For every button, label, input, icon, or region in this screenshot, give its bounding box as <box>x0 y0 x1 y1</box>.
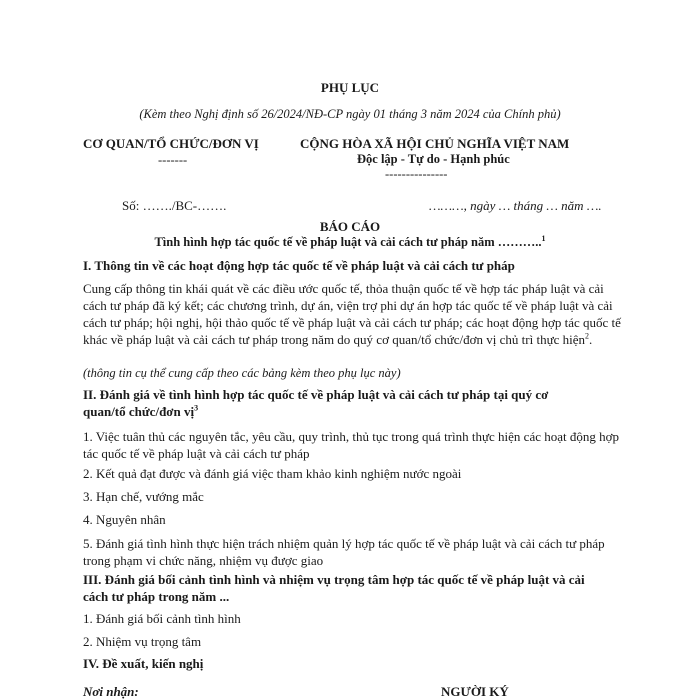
appendix-title: PHỤ LỤC <box>320 80 380 95</box>
section-1-heading: I. Thông tin về các hoạt động hợp tác quốc tế về pháp luật và cải cách tư pháp <box>83 258 515 273</box>
recipients-label: Nơi nhận: <box>83 684 139 699</box>
section-2-item-2: 2. Kết quả đạt được và đánh giá việc tham khảo kinh nghiệm nước ngoài <box>83 466 462 481</box>
section-3-item-2: 2. Nhiệm vụ trọng tâm <box>83 634 202 649</box>
section-3-item-1: 1. Đánh giá bối cảnh tình hình <box>83 611 241 626</box>
agency-rule: ------- <box>158 153 188 167</box>
section-2-item-1: 1. Việc tuân thủ các nguyên tắc, yêu cầu, quy trình, thủ tục trong quá trình thực hiện các hoạt động hợp tác quốc tế về pháp luật và cải cách tư pháp <box>83 429 619 461</box>
section-1-note: (thông tin cụ thể cung cấp theo các bảng kèm theo phụ lục này) <box>83 366 401 380</box>
section-2-heading-line2: quan/tổ chức/đơn vị$^3$ <box>83 403 199 419</box>
section-4-heading: IV. Đề xuất, kiến nghị <box>83 656 204 671</box>
section-2-item-4: 4. Nguyên nhân <box>83 512 166 527</box>
section-3-heading-line1: III. Đánh giá bối cảnh tình hình và nhiệm vụ trọng tâm hợp tác quốc tế về pháp luật và cải <box>83 572 585 587</box>
motto-rule: --------------- <box>385 167 448 181</box>
report-subject: Tình hình hợp tác quốc tế về pháp luật và cải cách tư pháp năm ………..$^1$ <box>154 233 546 249</box>
report-title: BÁO CÁO <box>319 219 381 234</box>
appendix-subtitle: (Kèm theo Nghị định số 26/2024/NĐ-CP ngày 01 tháng 3 năm 2024 của Chính phủ) <box>139 107 561 121</box>
section-2-heading-line1: II. Đánh giá về tình hình hợp tác quốc tế về pháp luật và cải cách tư pháp tại quý cơ <box>83 387 549 402</box>
document-number: Số: ……./BC-……. <box>122 198 227 213</box>
agency-label: CƠ QUAN/TỔ CHỨC/ĐƠN VỊ <box>83 136 259 151</box>
section-3-heading-line2: cách tư pháp trong năm ... <box>83 589 230 604</box>
section-2-item-3: 3. Hạn chế, vướng mắc <box>83 489 204 504</box>
signer-label: NGƯỜI KÝ <box>441 684 509 699</box>
footnote-ref: 2 <box>585 331 590 341</box>
footnote-ref: 3 <box>194 403 199 413</box>
nation-title: CỘNG HÒA XÃ HỘI CHỦ NGHĨA VIỆT NAM <box>300 136 570 151</box>
section-1-body: Cung cấp thông tin khái quát về các điều ước quốc tế, thỏa thuận quốc tế về hợp tác pháp luật và cải cách tư pháp đã ký kết; các chương trình, dự án, viện trợ phi dự án hợp tác quốc tế về pháp luật và cải cách tư pháp; hội nghị, hội thảo quốc tế về pháp luật và cải cách tư pháp; các hoạt động hợp tác quốc tế khác về pháp luật và cải cách tư pháp trong năm do quý cơ quan/tổ chức/đơn vị chủ trì thực hiện$^2$. <box>83 281 621 347</box>
section-2-item-5: 5. Đánh giá tình hình thực hiện trách nhiệm quản lý hợp tác quốc tế về pháp luật và cải cách tư pháp trong phạm vi chức năng, nhiệm vụ được giao <box>83 536 605 568</box>
footnote-ref: 1 <box>541 233 546 243</box>
motto: Độc lập - Tự do - Hạnh phúc <box>357 152 510 166</box>
document-date: ………, ngày … tháng … năm …. <box>429 198 602 213</box>
